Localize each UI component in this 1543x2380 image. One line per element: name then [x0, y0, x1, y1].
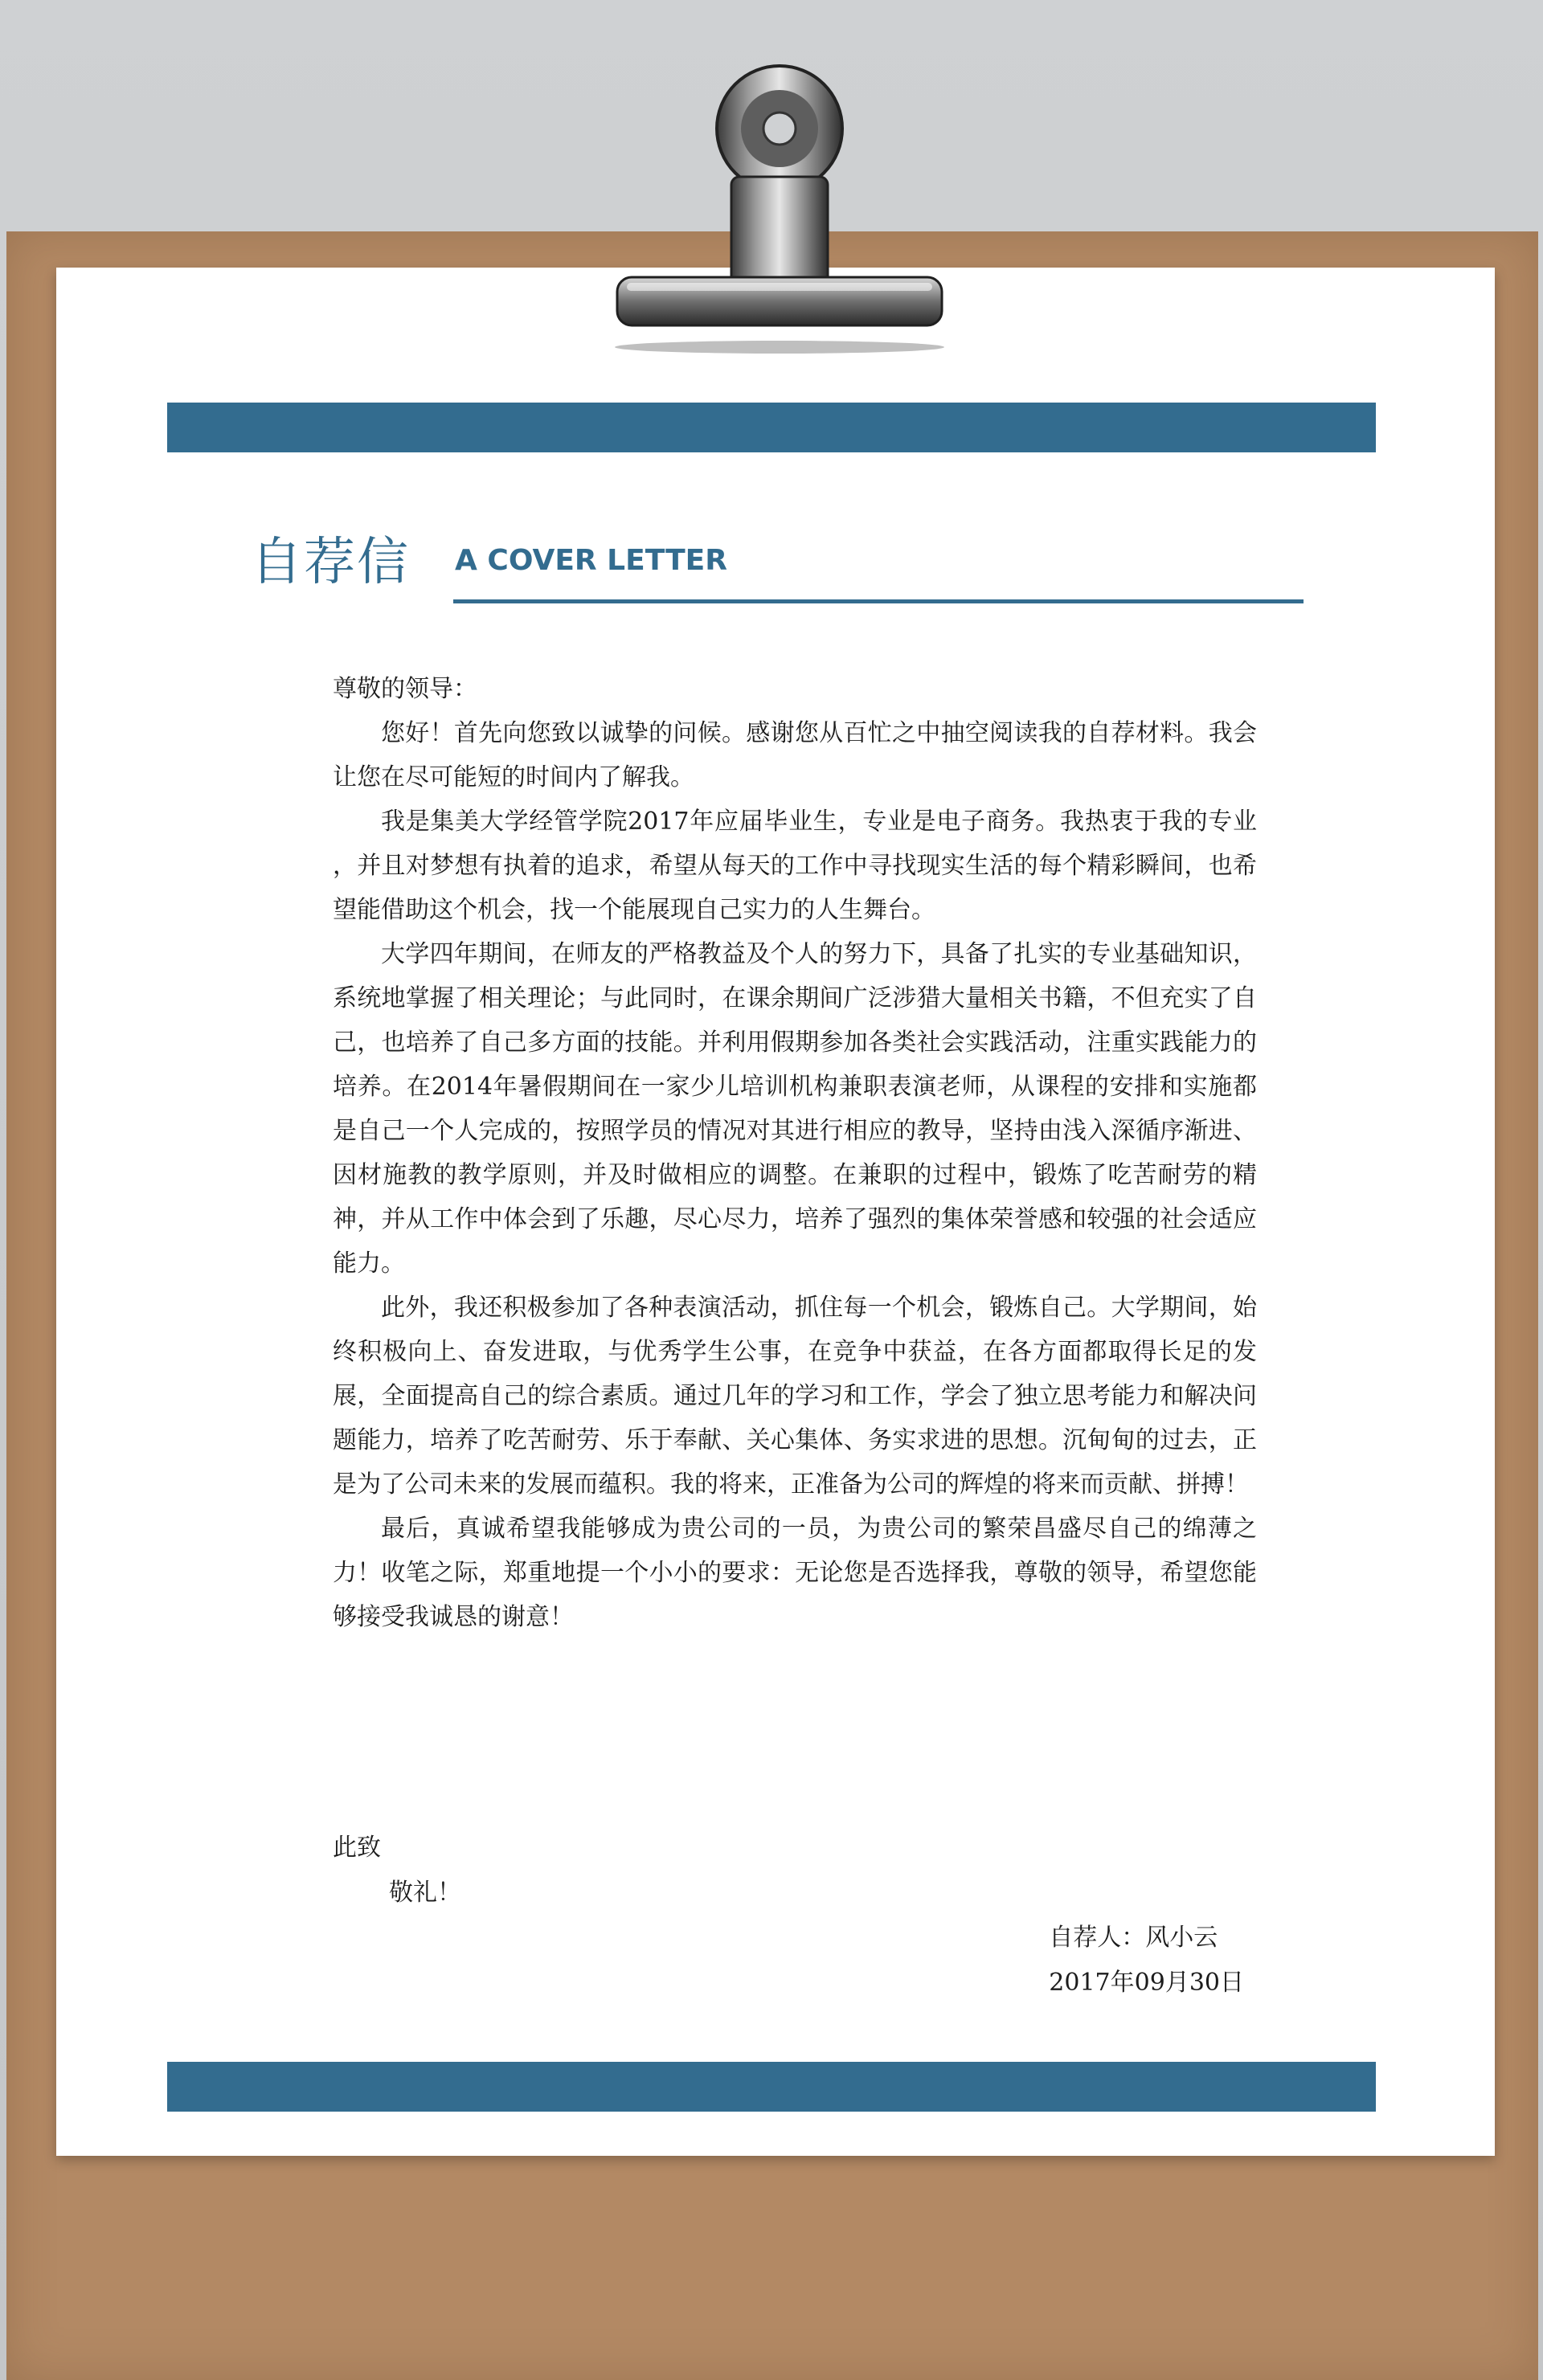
- letter-date: 2017年09月30日: [1049, 1969, 1244, 1997]
- salutation: 尊敬的领导：: [333, 675, 477, 703]
- paragraph: 您好！首先向您致以诚挚的问候。感谢您从百忙之中抽空阅读我的自荐材料。我会让您在尽可能短的时间内了解我。: [333, 719, 1257, 791]
- title-underline: [453, 599, 1304, 603]
- binder-clip-icon: [611, 48, 948, 354]
- closing-line-1: 此致: [333, 1834, 381, 1862]
- closing: [333, 1826, 461, 1916]
- paragraph: 最后，真诚希望我能够成为贵公司的一员，为贵公司的繁荣昌盛尽自己的绵薄之力！收笔之际，郑重地提一个小小的要求：无论您是否选择我，尊敬的领导，希望您能够接受我诚恳的谢意！: [333, 1515, 1257, 1631]
- paragraph: 我是集美大学经管学院2017年应届毕业生，专业是电子商务。我热衷于我的专业 ，并且对梦想有执着的追求，希望从每天的工作中寻找现实生活的每个精彩瞬间，也希望能借助这个机会，找一个能展现自己实力的人生舞台。: [333, 808, 1257, 924]
- header-band: [167, 403, 1376, 452]
- page-subtitle: A COVER LETTER: [455, 544, 727, 577]
- paragraph: 大学四年期间，在师友的严格教益及个人的努力下，具备了扎实的专业基础知识，系统地掌握了相关理论；与此同时，在课余期间广泛涉猎大量相关书籍，不但充实了自己，也培养了自己多方面的技能。并利用假期参加各类社会实践活动，注重实践能力的培养。在2014年暑假期间在一家少儿培训机构兼职表演老师，从课程的安排和实施都是自己一个人完成的，按照学员的情况对其进行相应的教导，坚持由浅入深循序渐进、因材施教的教学原则，并及时做相应的调整。在兼职的过程中，锻炼了吃苦耐劳的精神，并从工作中体会到了乐趣，尽心尽力，培养了强烈的集体荣誉感和较强的社会适应能力。: [333, 940, 1257, 1278]
- letter-body: [333, 667, 1257, 1639]
- page-title: 自荐信: [251, 533, 410, 592]
- closing-line-2: 敬礼！: [389, 1879, 461, 1907]
- signature-block: [1049, 1916, 1244, 2006]
- signer-name: 自荐人：风小云: [1049, 1924, 1218, 1952]
- paragraph: 此外，我还积极参加了各种表演活动，抓住每一个机会，锻炼自己。大学期间，始终积极向上、奋发进取，与优秀学生公事，在竞争中获益，在各方面都取得长足的发展，全面提高自己的综合素质。通过几年的学习和工作，学会了独立思考能力和解决问题能力，培养了吃苦耐劳、乐于奉献、关心集体、务实求进的思想。沉甸甸的过去，正是为了公司未来的发展而蕴积。我的将来，正准备为公司的辉煌的将来而贡献、拼搏！: [333, 1294, 1257, 1499]
- footer-band: [167, 2062, 1376, 2112]
